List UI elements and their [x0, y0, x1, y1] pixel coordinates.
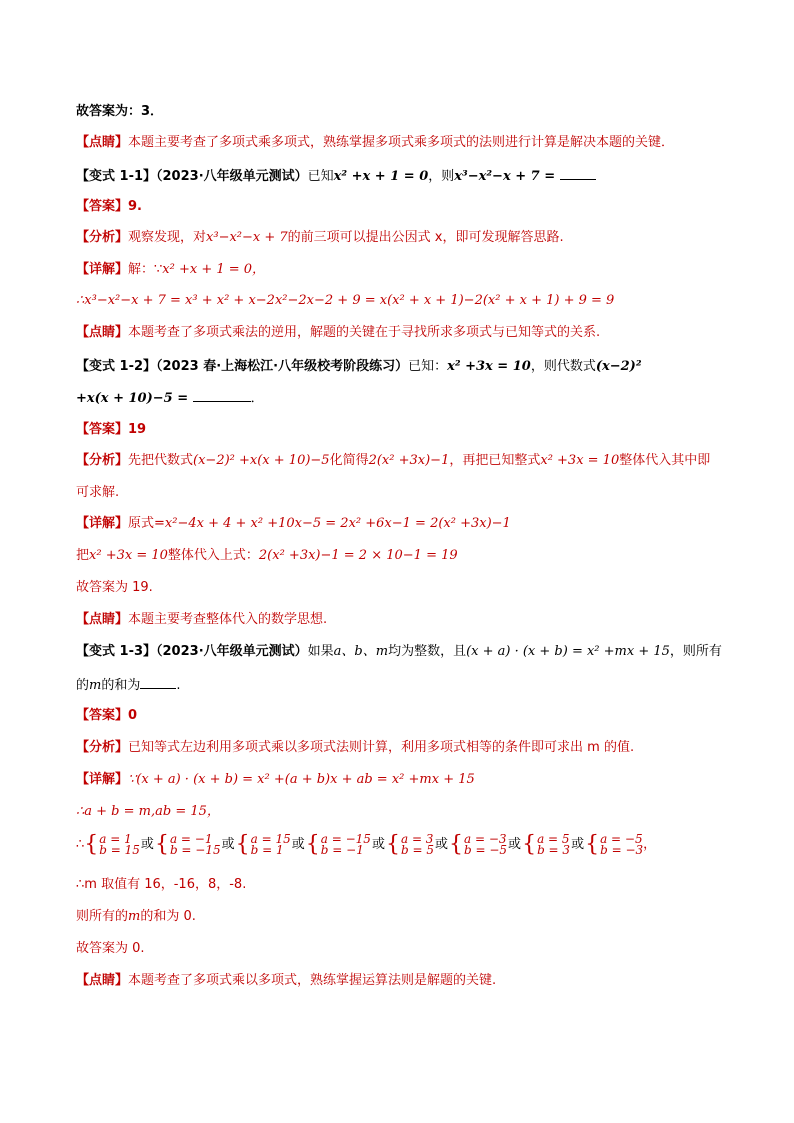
case-system	[385, 831, 434, 857]
analysis-tag: 【分析】	[76, 453, 129, 468]
case-a: a = 15	[250, 831, 291, 846]
detail-text: 整体代入上式：	[167, 548, 259, 563]
detail-1-3-line-5	[76, 908, 196, 926]
variable: m	[128, 909, 141, 924]
equation: +x(x + 10)−5 =	[76, 391, 193, 406]
variant-source: （2023·八年级单元测试）	[156, 169, 308, 184]
variant-1-1-question	[76, 166, 596, 186]
case-equations	[400, 831, 434, 857]
question-text: 的	[76, 678, 90, 693]
or-separator: 或	[221, 837, 235, 852]
comment-tag: 【点睛】	[76, 135, 129, 150]
case-equations	[537, 831, 571, 857]
detail-1-3-line-4	[76, 876, 246, 894]
analysis-text: 的前三项可以提出公因式 x，即可发现解答思路.	[287, 230, 564, 245]
detail-text: 则所有的	[76, 909, 129, 924]
answer-1-2	[76, 421, 146, 439]
brace-symbol: {	[84, 831, 99, 857]
case-equations	[169, 831, 221, 857]
answer-1-1	[76, 198, 142, 216]
analysis-text: 可求解.	[76, 485, 120, 500]
case-a: a = 3	[400, 831, 434, 846]
final-answer-1-3	[76, 940, 145, 958]
question-text: ．	[250, 391, 264, 406]
comment-1-2	[76, 611, 327, 629]
case-equations	[250, 831, 291, 857]
equation: (x−2)²	[595, 359, 642, 374]
case-equations	[600, 831, 644, 857]
analysis-1-1	[76, 229, 564, 247]
analysis-1-2-line-2	[76, 484, 119, 502]
analysis-text: 化简得	[329, 453, 369, 468]
question-text: 已知	[307, 169, 334, 184]
question-text: 的和为	[101, 678, 141, 693]
comment-1-1	[76, 324, 600, 342]
detail-1-2-line-2	[76, 547, 458, 565]
case-system	[235, 831, 291, 857]
answer-tag: 【答案】	[76, 708, 129, 723]
case-a: a = −15	[320, 831, 371, 846]
comment-text: 本题主要考查整体代入的数学思想.	[128, 612, 328, 627]
detail-1-2-line-1	[76, 515, 511, 533]
answer-blank	[560, 166, 596, 180]
detail-1-3-cases	[76, 832, 656, 858]
brace-symbol: {	[448, 831, 463, 857]
variant-1-3-question-cont	[76, 675, 181, 695]
equation: ∴x³−x²−x + 7 = x³ + x² + x−2x²−2x−2 + 9 = x(x² + x + 1)−2(x² + x + 1) + 9 = 9	[76, 293, 615, 308]
equation: x² +x + 1 = 0，	[162, 262, 266, 277]
variant-source: （2023·八年级单元测试）	[156, 644, 308, 659]
variant-tag: 【变式 1-3】	[76, 644, 157, 659]
equation: (x + a) · (x + b) = x² +mx + 15	[466, 644, 670, 659]
equation: (x−2)² +x(x + 10)−5	[193, 453, 330, 468]
equation: x² +3x = 10	[540, 453, 620, 468]
case-a: a = −3	[463, 831, 507, 846]
case-a: a = −1	[169, 831, 213, 846]
question-text: ，则	[428, 169, 455, 184]
answer-1-3	[76, 707, 137, 725]
answer-value: 19	[128, 422, 147, 437]
equation: x³−x²−x + 7	[206, 230, 288, 245]
or-separator: 或	[434, 837, 448, 852]
case-b: b = 3	[537, 842, 571, 857]
question-text: .	[176, 678, 181, 693]
variant-1-2-question-cont	[76, 388, 264, 408]
case-system	[448, 831, 508, 857]
equation: 2(x² +3x)−1	[368, 453, 450, 468]
answer-value: 0	[128, 708, 138, 723]
analysis-tag: 【分析】	[76, 230, 129, 245]
case-system	[154, 831, 221, 857]
or-separator: 或	[571, 837, 585, 852]
detail-text: 的和为 0.	[140, 909, 196, 924]
answer-blank	[140, 675, 176, 689]
detail-1-1-line-1	[76, 261, 265, 279]
final-answer-text: 故答案为 19.	[76, 580, 153, 595]
case-a: a = 5	[537, 831, 570, 846]
detail-1-3-line-1	[76, 771, 475, 789]
question-text: 如果	[307, 644, 334, 659]
equation: x² +x + 1 = 0	[333, 169, 429, 184]
analysis-text: ，再把已知整式	[449, 453, 541, 468]
detail-tag: 【详解】	[76, 772, 129, 787]
brace-symbol: {	[235, 831, 250, 857]
variable: m	[89, 678, 102, 693]
case-b: b = −1	[320, 842, 364, 857]
final-answer-1-2	[76, 579, 153, 597]
case-equations	[99, 831, 140, 857]
or-separator: 或	[140, 837, 154, 852]
case-b: b = 1	[250, 842, 284, 857]
comment-tag: 【点睛】	[76, 973, 129, 988]
case-system	[522, 831, 571, 857]
therefore-symbol: ∴	[76, 837, 85, 852]
comment-tag: 【点睛】	[76, 325, 129, 340]
question-text: ，则所有	[669, 644, 722, 659]
equation: ∴a + b = m,ab = 15，	[76, 804, 220, 819]
case-system	[585, 831, 644, 857]
variant-1-3-question	[76, 643, 722, 661]
analysis-text: 观察发现，对	[128, 230, 207, 245]
variables: a、b、m	[333, 644, 389, 659]
case-system	[84, 831, 140, 857]
comment-text: 本题主要考查了多项式乘多项式，熟练掌握多项式乘多项式的法则进行计算是解决本题的关键．	[128, 135, 675, 150]
punctuation: ，	[643, 837, 657, 852]
analysis-1-2-line-1	[76, 452, 710, 470]
question-text: 均为整数，且	[388, 644, 467, 659]
equation: x³−x²−x + 7 =	[454, 169, 560, 184]
detail-text: 解：∵	[128, 262, 163, 277]
case-b: b = 15	[99, 842, 140, 857]
equation: x² +3x = 10	[89, 548, 168, 563]
analysis-1-3	[76, 739, 634, 757]
or-separator: 或	[291, 837, 305, 852]
equation: ∵(x + a) · (x + b) = x² +(a + b)x + ab = x² +mx + 15	[128, 772, 475, 787]
analysis-text: 先把代数式	[128, 453, 194, 468]
detail-text: ∴m 取值有 16，-16，8，-8.	[76, 877, 247, 892]
comment-line-1	[76, 134, 674, 152]
variant-tag: 【变式 1-2】	[76, 359, 157, 374]
answer-value: 9.	[128, 199, 142, 214]
comment-tag: 【点睛】	[76, 612, 129, 627]
case-a: a = −5	[600, 831, 643, 846]
brace-symbol: {	[522, 831, 537, 857]
brace-symbol: {	[385, 831, 400, 857]
analysis-tag: 【分析】	[76, 740, 129, 755]
comment-1-3	[76, 972, 496, 990]
question-text: 已知：	[408, 359, 448, 374]
equation: x²−4x + 4 + x² +10x−5 = 2x² +6x−1 = 2(x² +3x)−1	[164, 516, 511, 531]
case-equations	[320, 831, 371, 857]
detail-tag: 【详解】	[76, 262, 129, 277]
brace-symbol: {	[305, 831, 320, 857]
detail-tag: 【详解】	[76, 516, 129, 531]
detail-text: 原式=	[128, 516, 165, 531]
detail-text: 把	[76, 548, 90, 563]
analysis-text: 已知等式左边利用多项式乘以多项式法则计算，利用多项式相等的条件即可求出 m 的值.	[128, 740, 635, 755]
equation: 2(x² +3x)−1 = 2 × 10−1 = 19	[258, 548, 458, 563]
case-b: b = −5	[463, 842, 508, 857]
case-a: a = 1	[99, 831, 132, 846]
case-list	[84, 831, 644, 857]
equation: x² +3x = 10	[447, 359, 531, 374]
answer-text: 故答案为：3．	[76, 104, 164, 119]
comment-text: 本题考查了多项式乘以多项式，熟练掌握运算法则是解题的关键.	[128, 973, 497, 988]
final-answer-text: 故答案为 0.	[76, 941, 145, 956]
answer-blank	[193, 388, 251, 402]
case-equations	[463, 831, 508, 857]
or-separator: 或	[371, 837, 385, 852]
brace-symbol: {	[585, 831, 600, 857]
answer-tag: 【答案】	[76, 422, 129, 437]
detail-1-3-line-2	[76, 803, 220, 821]
case-system	[305, 831, 371, 857]
comment-text: 本题考查了多项式乘法的逆用，解题的关键在于寻找所求多项式与已知等式的关系.	[128, 325, 601, 340]
or-separator: 或	[508, 837, 522, 852]
answer-line-1	[76, 103, 163, 121]
question-text: ，则代数式	[530, 359, 596, 374]
brace-symbol: {	[154, 831, 169, 857]
variant-source: （2023 春·上海松江·八年级校考阶段练习）	[156, 359, 409, 374]
case-b: b = −3	[600, 842, 644, 857]
case-b: b = 5	[400, 842, 434, 857]
detail-1-1-line-2	[76, 292, 614, 310]
case-b: b = −15	[169, 842, 221, 857]
variant-1-2-question	[76, 358, 642, 376]
answer-tag: 【答案】	[76, 199, 129, 214]
analysis-text: 整体代入其中即	[619, 453, 711, 468]
variant-tag: 【变式 1-1】	[76, 169, 157, 184]
